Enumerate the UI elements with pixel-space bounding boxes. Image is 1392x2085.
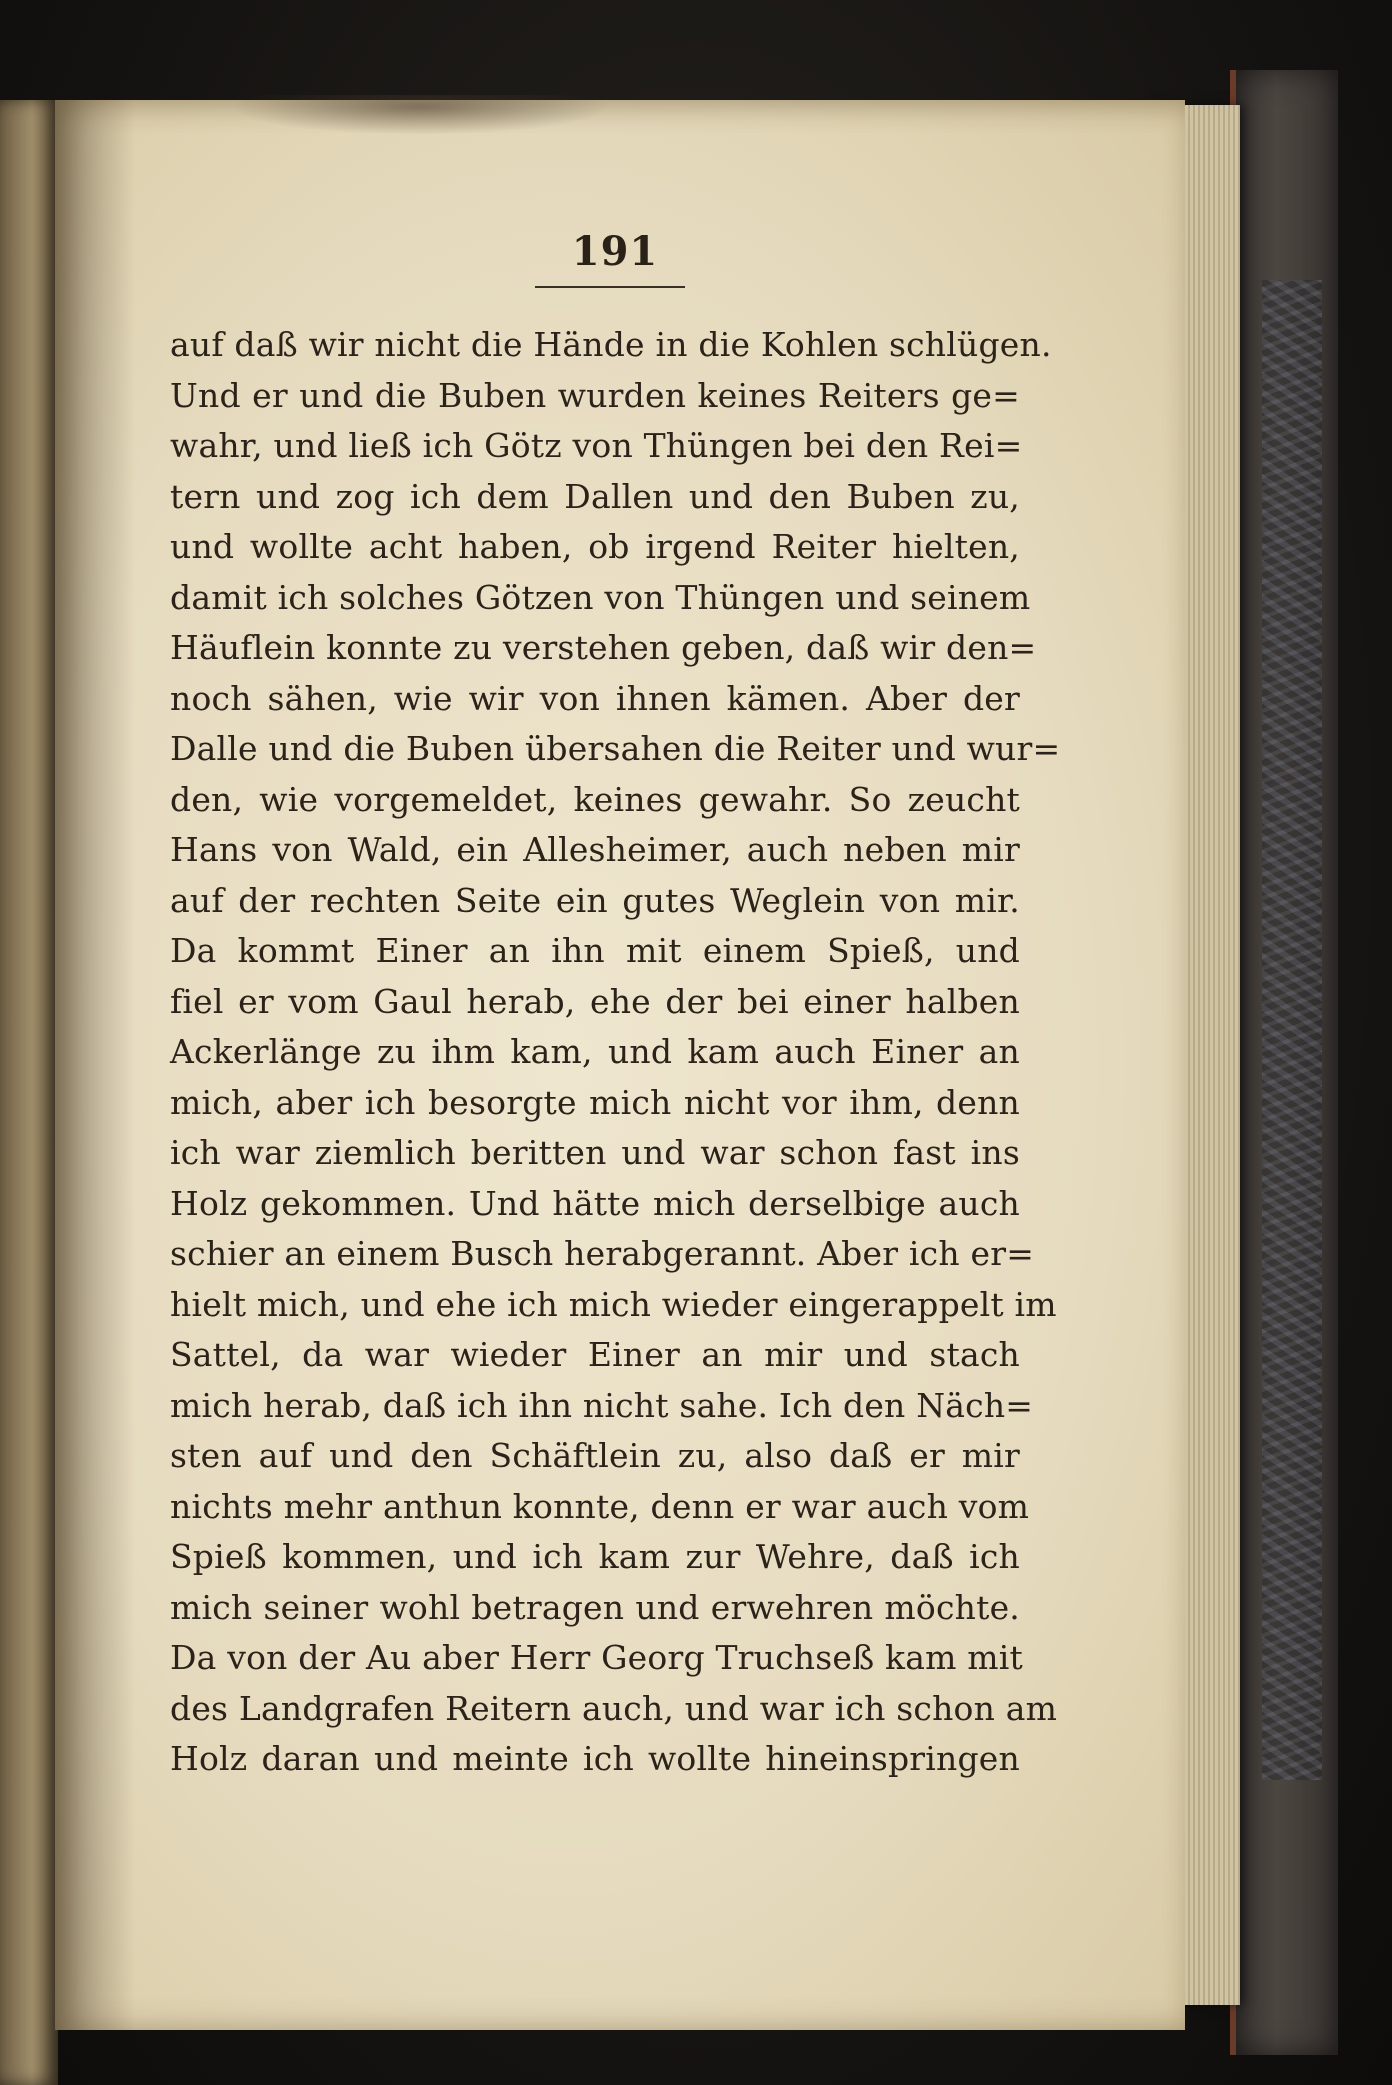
text-line: Häuflein konnte zu verstehen geben, daß wir den= [170,628,1037,667]
text-line: wahr, und ließ ich Götz von Thüngen bei den Rei= [170,426,1023,465]
text-line: Und er und die Buben wurden keines Reiters ge= [170,375,1020,415]
facing-page-edge [0,100,58,2085]
text-line: Da von der Au aber Herr Georg Truchseß kam mit [170,1638,1023,1677]
text-line: Holz gekommen. Und hätte mich derselbige auch [170,1183,1020,1223]
text-line: des Landgrafen Reitern auch, und war ich schon am [170,1688,1058,1728]
text-line: nichts mehr anthun konnte, denn er war auch vom [170,1486,1030,1526]
text-line: sten auf und den Schäftlein zu, also daß er mir [170,1436,1020,1475]
text-line: Spieß kommen, und ich kam zur Wehre, daß ich [170,1537,1020,1576]
text-line: mich herab, daß ich ihn nicht sahe. Ich den Näch= [170,1385,1034,1425]
text-line: den, wie vorgemeldet, keines gewahr. So zeucht [170,779,1020,819]
page-stain [230,95,610,135]
text-line: Holz daran und meinte ich wollte hineinspringen [170,1739,1020,1778]
text-line: Dalle und die Buben übersahen die Reiter und wur= [170,729,1061,768]
text-line: damit ich solches Götzen von Thüngen und seinem [170,577,1031,617]
text-line: noch sähen, wie wir von ihnen kämen. Aber der [170,678,1020,718]
text-line: auf daß wir nicht die Hände in die Kohlen schlügen. [170,325,1052,364]
text-line: hielt mich, und ehe ich mich wieder eingerappelt im [170,1284,1057,1324]
text-line: Ackerlänge zu ihm kam, und kam auch Einer an [170,1032,1020,1071]
text-line: schier an einem Busch herabgerannt. Aber ich er= [170,1234,1035,1273]
text-line: und wollte acht haben, ob irgend Reiter hielten, [170,527,1020,566]
text-line: tern und zog ich dem Dallen und den Buben zu, [170,476,1020,516]
text-line: Sattel, da war wieder Einer an mir und stach [170,1335,1020,1374]
text-line: mich seiner wohl betragen und erwehren möchte. [170,1587,1020,1627]
body-text [170,320,1061,1785]
page-number-rule [535,286,685,288]
gutter-shadow [55,100,135,2030]
text-line: Hans von Wald, ein Allesheimer, auch neben mir [170,830,1020,869]
text-line: auf der rechten Seite ein gutes Weglein von mir. [170,880,1020,920]
text-line: Da kommt Einer an ihn mit einem Spieß, und [170,931,1020,970]
marbled-cover-pattern [1262,280,1322,1780]
text-line: fiel er vom Gaul herab, ehe der bei einer halben [170,981,1020,1021]
text-line: ich war ziemlich beritten und war schon fast ins [170,1133,1020,1172]
page-number: 191 [571,228,659,275]
text-line: mich, aber ich besorgte mich nicht vor ihm, denn [170,1082,1020,1122]
